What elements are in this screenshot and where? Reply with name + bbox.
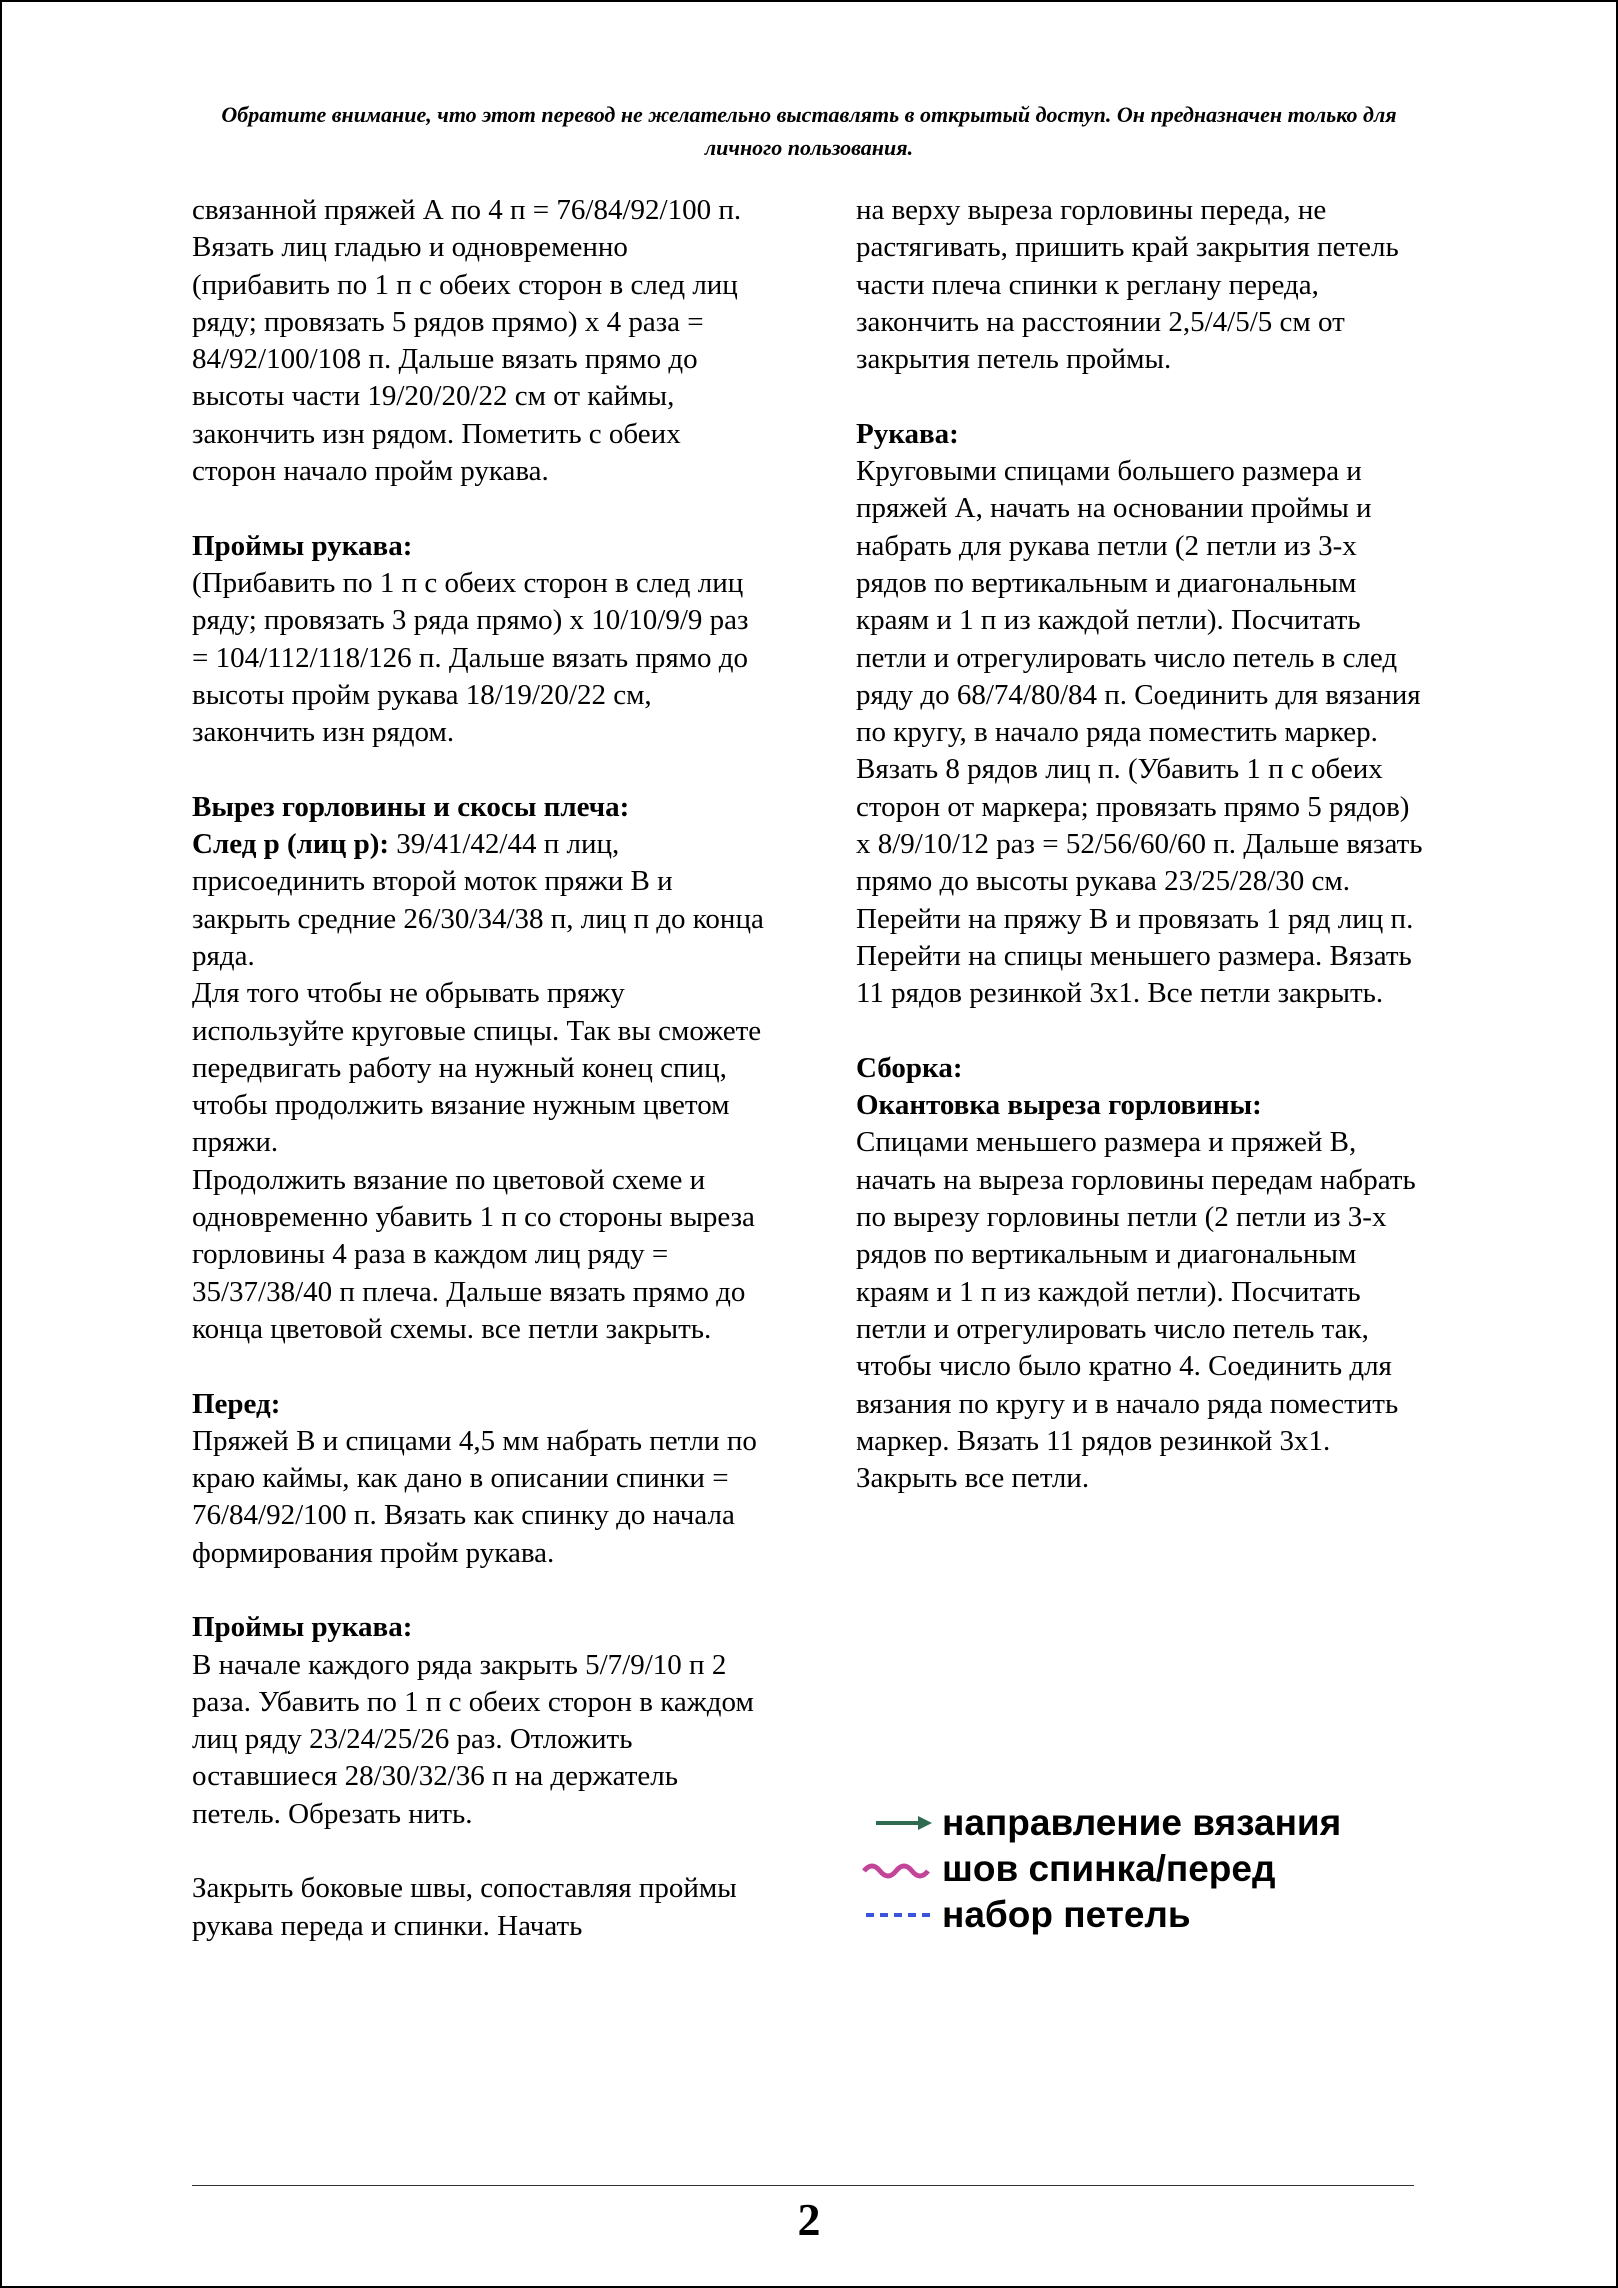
section-heading: Окантовка выреза горловины: bbox=[856, 1089, 1262, 1122]
paragraph: на верху выреза горловины переда, не растягивать, пришить край закрытия петель части плеча спинки к реглану переда, закончить на расстоянии 2,5/4/5/5 см от закрытия петель проймы. bbox=[856, 194, 1399, 376]
green-arrow-icon bbox=[860, 1813, 942, 1833]
chart-legend bbox=[860, 1800, 1420, 1938]
right-column bbox=[856, 192, 1426, 1497]
section-heading: Рукава: bbox=[856, 417, 959, 450]
footer-divider bbox=[192, 2185, 1414, 2186]
section-heading: Перед: bbox=[192, 1387, 281, 1420]
row-lead: След р (лиц р): bbox=[192, 828, 390, 861]
paragraph: Продолжить вязание по цветовой схеме и одновременно убавить 1 п со стороны выреза горловины 4 раза в каждом лиц ряду = 35/37/38/40 п плеча. Дальше вязать прямо до конца цветовой схемы. все петли закрыть. bbox=[192, 1163, 755, 1345]
notice-header: Обратите внимание, что этот перевод не желательно выставлять в открытый доступ. Он предназначен только для личного пользования. bbox=[221, 102, 1397, 160]
row-text: 39/41/42/44 п лиц, присоединить второй моток пряжи В и закрыть средние 26/30/34/38 п, лиц п до конца ряда. bbox=[192, 828, 764, 972]
legend-item-cast-on bbox=[860, 1892, 1420, 1938]
paragraph: связанной пряжей А по 4 п = 76/84/92/100 п. Вязать лиц гладью и одновременно (прибавить по 1 п с обеих сторон в след лиц ряду; провязать 5 рядов прямо) х 4 раза = 84/92/100/108 п. Дальше вязать прямо до высоты части 19/20/20/22 см от каймы, закончить изн рядом. Пометить с обеих сторон начало пройм рукава. bbox=[192, 194, 742, 488]
paragraph bbox=[192, 826, 772, 975]
section-heading: Проймы рукава: bbox=[192, 529, 413, 562]
section-heading: Вырез горловины и скосы плеча: bbox=[192, 790, 630, 823]
magenta-wave-icon bbox=[860, 1859, 942, 1879]
paragraph: Круговыми спицами большего размера и пряжей А, начать на основании проймы и набрать для рукава петли (2 петли из 3-х рядов по вертикальным и диагональным краям и 1 п из каждой петли). Посчитать петли и отрегулировать число петель в след ряду до 68/74/80/84 п. Соединить для вязания по кругу, в начало ряда поместить маркер. Вязать 8 рядов лиц п. (Убавить 1 п с обеих сторон от маркера; провязать прямо 5 рядов) х 8/9/10/12 раз = 52/56/60/60 п. Дальше вязать прямо до высоты рукава 23/25/28/30 см. Перейти на пряжу В и провязать 1 ряд лиц п. Перейти на спицы меньшего размера. Вязать 11 рядов резинкой 3х1. Все петли закрыть. bbox=[856, 455, 1423, 1010]
section-heading: Сборка: bbox=[856, 1051, 963, 1084]
page-number: 2 bbox=[797, 2194, 821, 2245]
paragraph: В начале каждого ряда закрыть 5/7/9/10 п 2 раза. Убавить по 1 п с обеих сторон в каждом лиц ряду 23/24/25/26 раз. Отложить оставшиеся 28/30/32/36 п на держатель петель. Обрезать нить. bbox=[192, 1648, 754, 1830]
paragraph: Спицами меньшего размера и пряжей В, начать на выреза горловины передам набрать по вырезу горловины петли (2 петли из 3-х рядов по вертикальным и диагональным краям и 1 п из каждой петли). Посчитать петли и отрегулировать число петель так, чтобы число было кратно 4. Соединить для вязания по кругу и в начало ряда поместить маркер. Вязать 11 рядов резинкой 3х1. Закрыть все петли. bbox=[856, 1126, 1416, 1495]
blue-dash-icon bbox=[860, 1905, 942, 1925]
legend-label: набор петель bbox=[942, 1894, 1191, 1935]
legend-label: шов спинка/перед bbox=[942, 1848, 1276, 1889]
section-heading: Проймы рукава: bbox=[192, 1611, 413, 1644]
legend-label: направление вязания bbox=[942, 1802, 1342, 1843]
legend-item-direction bbox=[860, 1800, 1420, 1846]
paragraph: (Прибавить по 1 п с обеих сторон в след лиц ряду; провязать 3 ряда прямо) х 10/10/9/9 раз = 104/112/118/126 п. Дальше вязать прямо до высоты пройм рукава 18/19/20/22 см, закончить изн рядом. bbox=[192, 566, 749, 749]
legend-item-seam bbox=[860, 1846, 1420, 1892]
left-column bbox=[192, 192, 772, 1945]
paragraph: Для того чтобы не обрывать пряжу используйте круговые спицы. Так вы сможете передвигать работу на нужный конец спиц, чтобы продолжить вязание нужным цветом пряжи. bbox=[192, 977, 762, 1159]
paragraph: Пряжей В и спицами 4,5 мм набрать петли по краю каймы, как дано в описании спинки = 76/84/92/100 п. Вязать как спинку до начала формирования пройм рукава. bbox=[192, 1424, 757, 1569]
paragraph: Закрыть боковые швы, сопоставляя проймы рукава переда и спинки. Начать bbox=[192, 1872, 737, 1942]
